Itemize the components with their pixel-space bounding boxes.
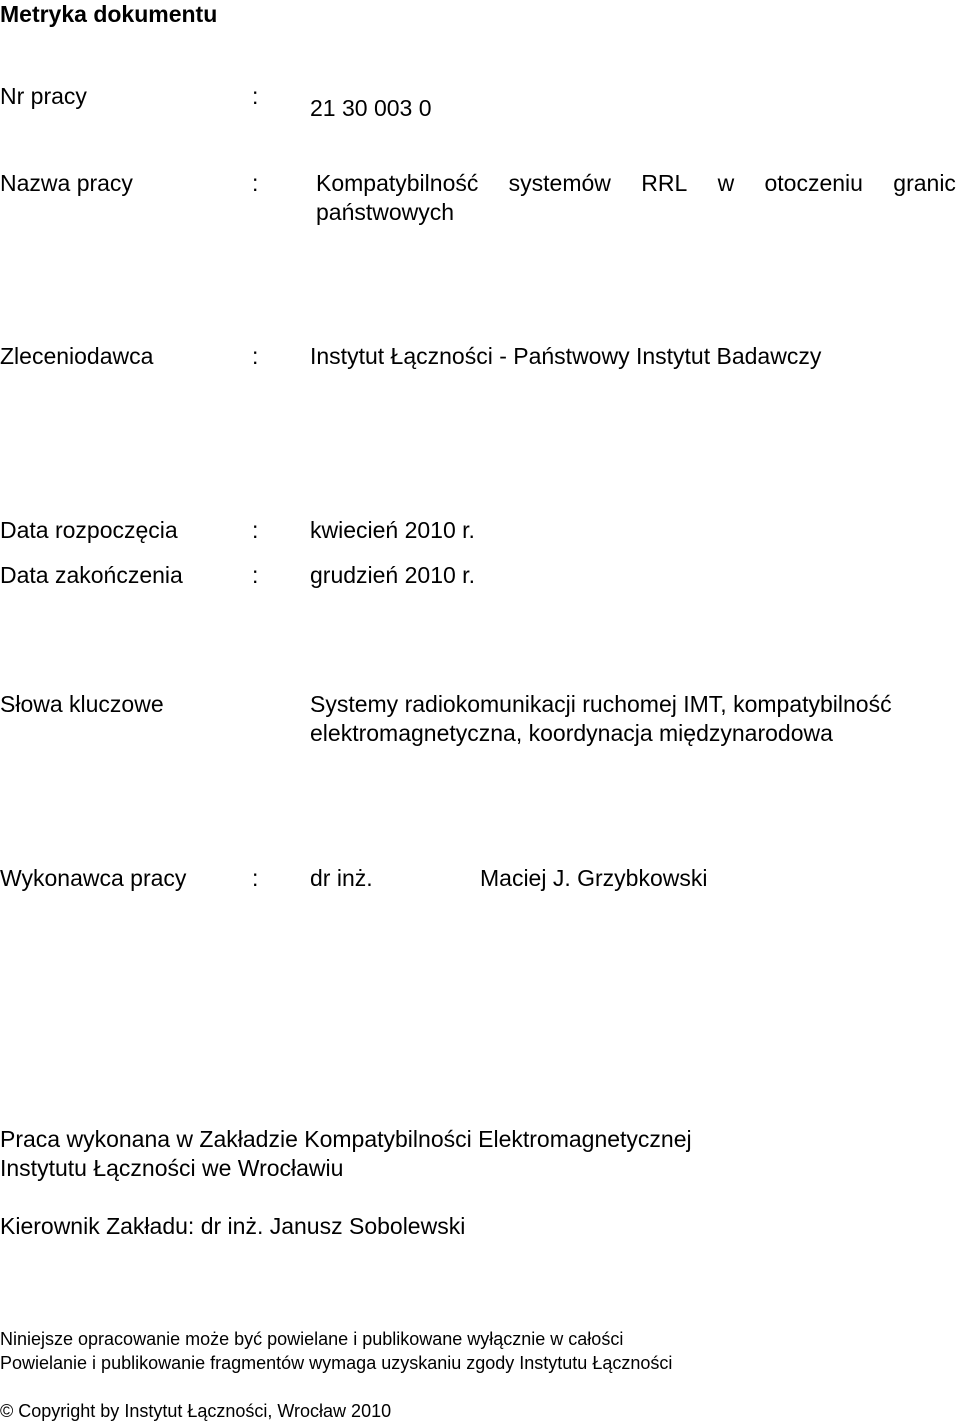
data-rozpoczecia-value: kwiecień 2010 r. <box>310 517 475 543</box>
slowa-kluczowe-label: Słowa kluczowe <box>0 691 164 717</box>
nazwa-pracy-separator: : <box>252 170 259 196</box>
nazwa-pracy-value-line2: państwowych <box>316 199 455 225</box>
wykonawca-title: dr inż. <box>310 865 373 891</box>
notice-line2: Powielanie i publikowanie fragmentów wymaga uzyskaniu zgody Instytutu Łączności <box>0 1353 673 1373</box>
data-zakonczenia-label: Data zakończenia <box>0 562 183 588</box>
slowa-kluczowe-value-line2: elektromagnetyczna, koordynacja międzynarodowa <box>310 720 833 746</box>
data-zakonczenia-separator: : <box>252 562 259 588</box>
department-line1: Praca wykonana w Zakładzie Kompatybilności Elektromagnetycznej <box>0 1126 692 1152</box>
nr-pracy-separator: : <box>252 83 259 109</box>
zleceniodawca-label: Zleceniodawca <box>0 343 154 369</box>
nazwa-pracy-word: w <box>717 170 735 196</box>
data-rozpoczecia-separator: : <box>252 517 259 543</box>
data-rozpoczecia-label: Data rozpoczęcia <box>0 517 178 543</box>
nr-pracy-value: 21 30 003 0 <box>310 95 432 121</box>
zleceniodawca-separator: : <box>252 343 259 369</box>
copyright: © Copyright by Instytut Łączności, Wrocław 2010 <box>0 1401 392 1421</box>
page-title: Metryka dokumentu <box>0 1 218 27</box>
zleceniodawca-value: Instytut Łączności - Państwowy Instytut Badawczy <box>310 343 822 369</box>
nr-pracy-label: Nr pracy <box>0 83 87 109</box>
wykonawca-label: Wykonawca pracy <box>0 865 187 891</box>
notice-line1: Niniejsze opracowanie może być powielane i publikowane wyłącznie w całości <box>0 1329 624 1349</box>
nazwa-pracy-value-line1 <box>316 169 956 197</box>
nazwa-pracy-word: RRL <box>641 170 688 196</box>
nazwa-pracy-label: Nazwa pracy <box>0 170 133 196</box>
department-line2: Instytutu Łączności we Wrocławiu <box>0 1155 344 1181</box>
data-zakonczenia-value: grudzień 2010 r. <box>310 562 475 588</box>
nazwa-pracy-word: otoczeniu <box>764 170 863 196</box>
slowa-kluczowe-value-line1: Systemy radiokomunikacji ruchomej IMT, kompatybilność <box>310 691 892 717</box>
wykonawca-separator: : <box>252 865 259 891</box>
wykonawca-name: Maciej J. Grzybkowski <box>480 865 708 891</box>
department-head: Kierownik Zakładu: dr inż. Janusz Sobolewski <box>0 1213 466 1239</box>
nazwa-pracy-word: Kompatybilność <box>316 170 479 196</box>
nazwa-pracy-word: systemów <box>508 170 611 196</box>
nazwa-pracy-word: granic <box>893 170 956 196</box>
